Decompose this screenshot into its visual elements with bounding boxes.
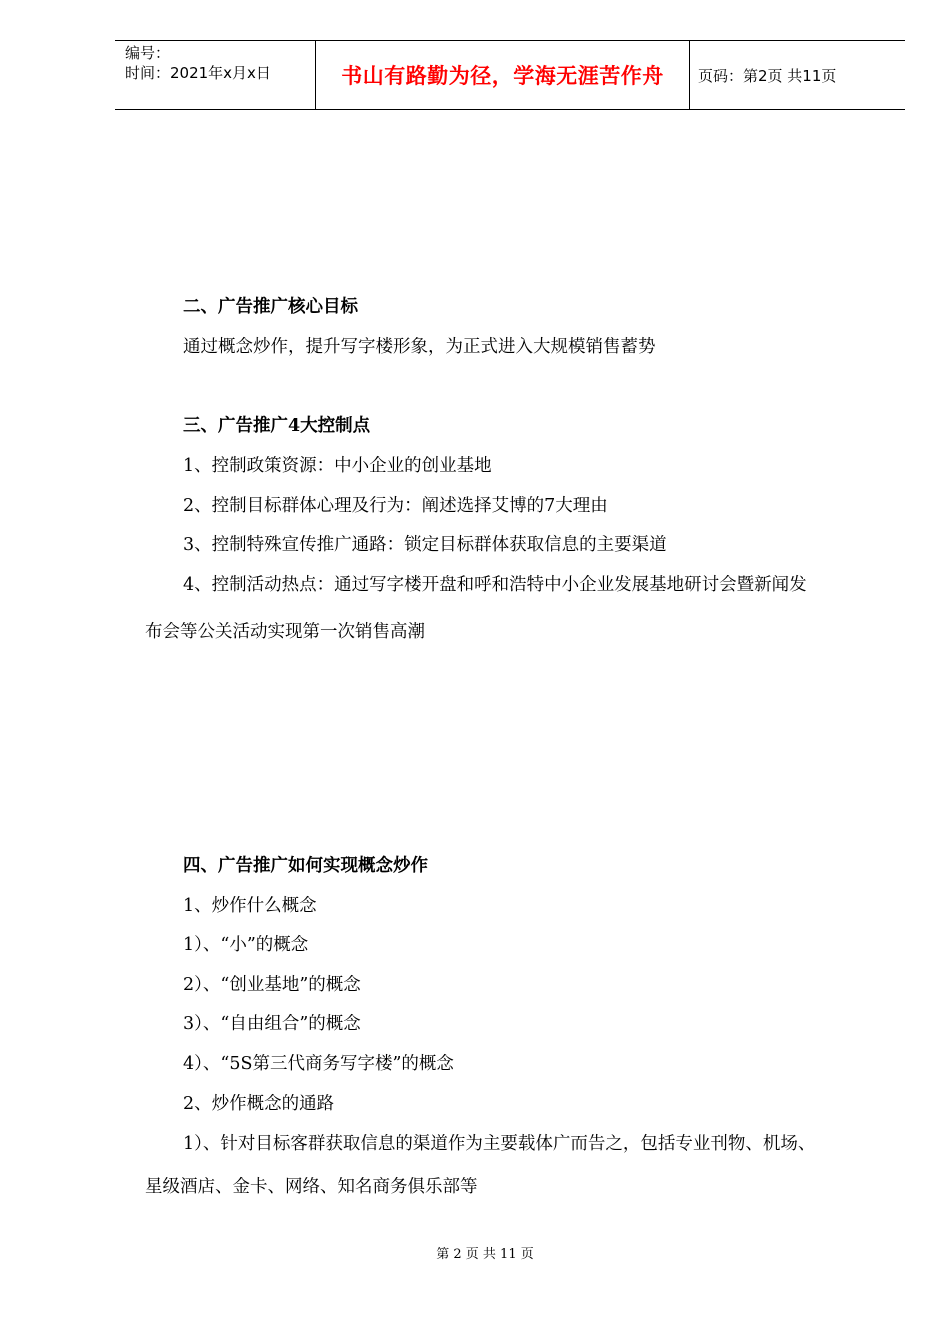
header-number-label: 编号： [125,44,171,62]
section-3-item: 4、控制活动热点：通过写字楼开盘和呼和浩特中小企业发展基地研讨会暨新闻发 [183,575,807,595]
section-3-title: 三、广告推广4大控制点 [183,416,371,436]
section-4-line: 2）、“创业基地”的概念 [183,975,361,995]
header-meta-cell [115,41,315,109]
section-3-item: 2、控制目标群体心理及行为：阐述选择艾博的7大理由 [183,496,608,516]
section-3-item: 3、控制特殊宣传推广通路：锁定目标群体获取信息的主要渠道 [183,535,667,555]
header-motto: 书山有路勤为径，学海无涯苦作舟 [315,41,690,109]
page-footer: 第 2 页 共 11 页 [436,1247,534,1262]
section-3-item-continuation: 布会等公关活动实现第一次销售高潮 [145,622,425,642]
section-4-line: 3）、“自由组合”的概念 [183,1014,361,1034]
header-time-label: 时间：2021年x月x日 [125,64,271,82]
section-3-item: 1、控制政策资源：中小企业的创业基地 [183,456,492,476]
section-4-line: 1）、针对目标客群获取信息的渠道作为主要载体广而告之，包括专业刊物、机场、 [183,1134,816,1154]
section-4-line: 1、炒作什么概念 [183,896,317,916]
section-4-line: 4）、“5S第三代商务写字楼”的概念 [183,1054,454,1074]
section-4-title: 四、广告推广如何实现概念炒作 [183,856,428,876]
section-2-body: 通过概念炒作，提升写字楼形象，为正式进入大规模销售蓄势 [183,337,656,357]
section-2-title: 二、广告推广核心目标 [183,297,358,317]
section-4-line: 2、炒作概念的通路 [183,1094,335,1114]
section-4-line-continuation: 星级酒店、金卡、网络、知名商务俱乐部等 [145,1177,478,1197]
section-4-line: 1）、“小”的概念 [183,935,309,955]
header-page-info: 页码：第2页 共11页 [698,66,837,85]
document-header [115,40,905,110]
